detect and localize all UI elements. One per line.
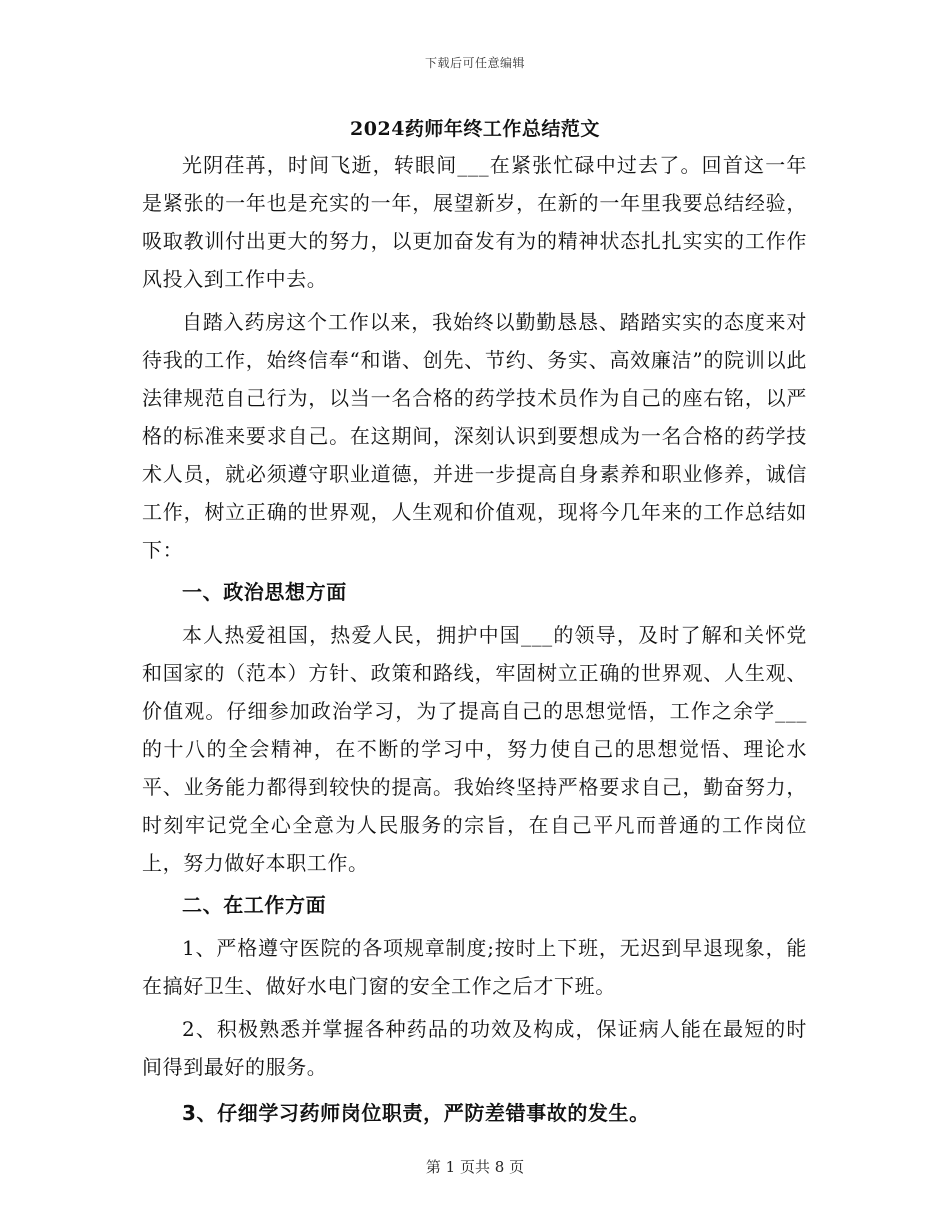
heading-work-item-3: 3、仔细学习药师岗位职责，严防差错事故的发生。 (182, 1101, 650, 1125)
document-title: 2024药师年终工作总结范文 (350, 118, 600, 140)
paragraph-intro: 光阴荏苒，时间飞逝，转眼间___在紧张忙碌中过去了。回首这一年是紧张的一年也是充实的一年，展望新岁，在新的一年里我要总结经验，吸取教训付出更大的努力，以更加奋发有为的精神状态扎扎实实的工作作风投入到工作中去。 (142, 153, 807, 291)
paragraph-work-attitude: 自踏入药房这个工作以来，我始终以勤勤恳恳、踏踏实实的态度来对待我的工作，始终信奉“和谐、创先、节约、务实、高效廉洁”的院训以此法律规范自己行为，以当一名合格的药学技术员作为自己的座右铭，以严格的标准来要求自己。在这期间，深刻认识到要想成为一名合格的药学技术人员，就必须遵守职业道德，并进一步提高自身素养和职业修养，诚信工作，树立正确的世界观，人生观和价值观，现将今几年来的工作总结如下： (142, 310, 807, 562)
header-note: 下载后可任意编辑 (424, 56, 525, 70)
paragraph-work-item-1: 1、严格遵守医院的各项规章制度;按时上下班，无迟到早退现象，能在搞好卫生、做好水电门窗的安全工作之后才下班。 (142, 936, 807, 998)
heading-political-thought: 一、政治思想方面 (182, 580, 347, 604)
page-number: 第 1 页共 8 页 (425, 1158, 525, 1176)
heading-work-aspect: 二、在工作方面 (182, 893, 327, 917)
document-body (142, 146, 807, 1132)
paragraph-work-item-2: 2、积极熟悉并掌握各种药品的功效及构成，保证病人能在最短的时间得到最好的服务。 (142, 1017, 807, 1079)
paragraph-political-thought: 本人热爱祖国，热爱人民，拥护中国___的领导，及时了解和关怀党和国家的（范本）方针、政策和路线，牢固树立正确的世界观、人生观、价值观。仔细参加政治学习，为了提高自己的思想觉悟，工作之余学___的十八的全会精神，在不断的学习中，努力使自己的思想觉悟、理论水平、业务能力都得到较快的提高。我始终坚持严格要求自己，勤奋努力，时刻牢记党全心全意为人民服务的宗旨，在自己平凡而普通的工作岗位上，努力做好本职工作。 (142, 623, 807, 875)
